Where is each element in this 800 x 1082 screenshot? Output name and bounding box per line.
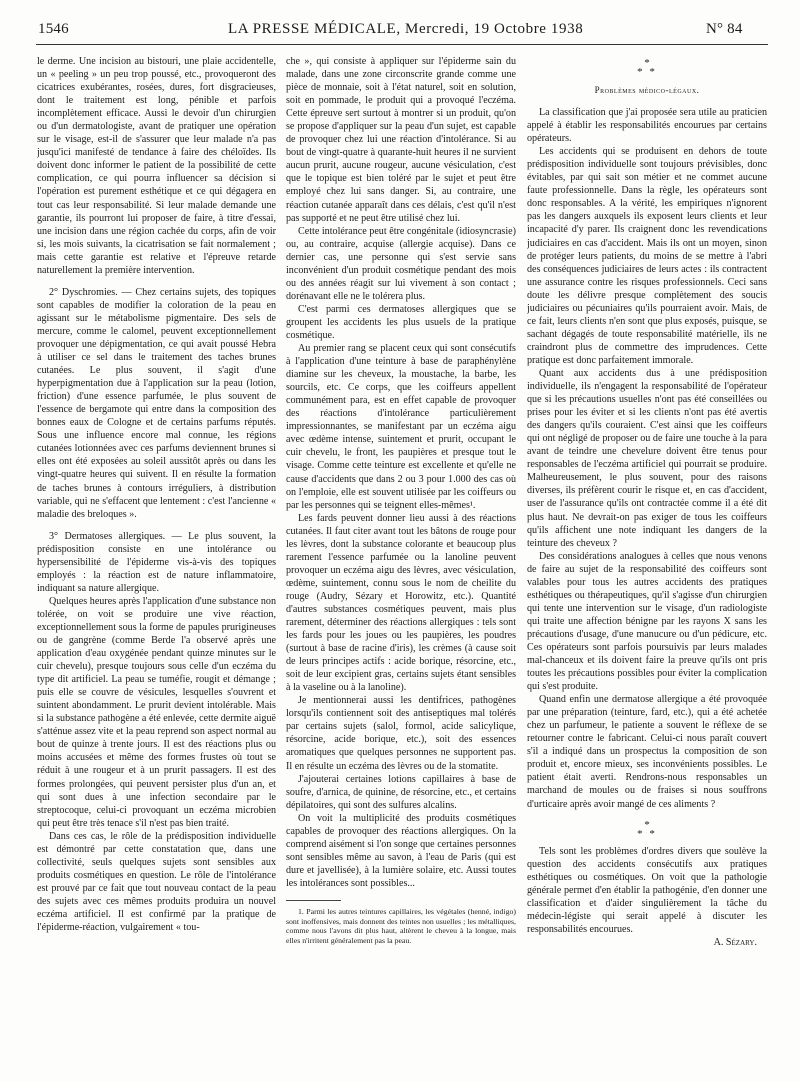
star-top: * <box>644 57 650 69</box>
paragraph: C'est parmi ces dermatoses allergiques que se groupent les accidents les plus usuels de la pratique cosmétique. <box>286 303 516 341</box>
paragraph: La classification que j'ai proposée sera utile au praticien appelé à établir les responsabilités encourues par certains opérateurs. <box>527 107 767 145</box>
paragraph: On voit la multiplicité des produits cosmétiques capables de provoquer des réactions allergiques. On la comprend aisément si l'on songe que certaines personnes sont sensibles même au savon, à l'eau de Paris (qui est dure et javellisée), à la lumière solaire, etc. Aussi toutes les intolérances sont possibles... <box>286 812 516 889</box>
paragraph-dyschromies: 2° Dyschromies. — Chez certains sujets, des topiques sont capables de modifier la coloration de la peau en agissant sur le métabolisme pigmentaire. Des sels de mercure, comme le calomel, peuvent exceptionnellement provoquer une dépigmentation, ce qui avait poussé Hebra à utiliser ce sel dans le traitement des taches brunes cutanées. Le plus souvent, il s'agit d'une hyperpigmentation due à l'application sur la peau (lotion, friction) d'une essence parfumée, le plus souvent de l'essence de bergamote qui entre dans la composition des bonnes eaux de Cologne et de certains parfums réputés. Sous une influence encore mal connue, les régions cutanées lotionnées avec ces parfums deviennent brunes si elles ont été exposées au soleil aussitôt après ou dans les vingt-quatre heures qui suivent. Il en résulte la formation de taches brunes à contours irréguliers, à distribution variable, qui ne s'effacent que lentement : c'est l'ancienne « maladie des breloques ». <box>37 286 276 520</box>
paragraph: Dans ces cas, le rôle de la prédisposition individuelle est démontré par cette constatation que, dans une collectivité, seuls quelques sujets sont sensibles aux produits cosmétiques en question. Le rôle de l'intolérance est prouvé par ce fait que tout nouveau contact de la peau des sujets avec ces mêmes produits produira un nouvel eczéma artificiel. Il est confirmé par la pratique de l'épiderme-réaction, vulgairement « tou- <box>37 830 276 934</box>
star-bottom: * * <box>637 827 657 840</box>
header-rule <box>36 44 768 45</box>
paragraph: Je mentionnerai aussi les dentifrices, pathogènes lorsqu'ils contiennent soit des antiseptiques mal tolérés par certains sujets (salol, formol, acide salicylique, résorcine, acide borique, etc.), soit des essences aromatiques que quelques personnes ne supportent pas. Il en résulte un eczéma des lèvres ou de la stomatite. <box>286 695 516 772</box>
column-1 <box>37 55 276 1064</box>
star-bottom: * * <box>637 66 657 78</box>
star-top: * <box>644 818 650 831</box>
paragraph: Quelques heures après l'application d'une substance non tolérée, on voit se produire une vive réaction, exceptionnellement sous la forme de papules prurigineuses ou de gangrène (comme Berde l'a observé après une application d'eau oxygénée pendant quinze minutes sur le cuir chevelu), presque toujours sous celle d'un eczéma du type dit artificiel. La peau se tuméfie, rougit et démange ; puis elle se couvre de vésicules, lesquelles s'ouvrent et suintent abondamment. Le prurit devient intolérable. Mais si la substance pathogène a été enlevée, cette dermite aiguë s'atténue assez vite et la peau reprend son aspect normal au bout de quinze à trente jours. Il est des réactions plus ou moins accusées et même des formes frustes où tout se réduit à une rougeur et à un prurit passagers. Il est des formes prolongées, qui peuvent persister plus d'un an, et qui sont dues à une infection secondaire par le streptocoque, celui-ci provoquant un eczéma microbien qui peut être très tenace s'il n'est pas bien traité. <box>37 595 276 829</box>
footnote: 1. Parmi les autres teintures capillaires, les végétales (henné, indigo) sont inoffensives, mais donnent des teintes non usuelles ; les métalliques, comme nous l'avons dit plus haut, altèrent le cheveu à la longue, mais elles n'irritent généralement pas la peau. <box>286 907 516 945</box>
paragraph: Au premier rang se placent ceux qui sont consécutifs à l'application d'une teinture à base de paraphénylène diamine sur les cheveux, la moustache, la barbe, les sourcils, etc. Ce corps, que les coiffeurs appellent communément para, est en effet capable de provoquer des réactions d'intolérance particulièrement impressionnantes, se manifestant par un eczéma aigu avec œdème intense, suintement et prurit, occupant le cuir chevelu, le front, les paupières et presque tout le visage. Comme cette teinture est excellente et qu'elle ne cause d'accidents que dans 2 ou 3 pour 1.000 des cas où on l'emploie, elle est souvent utilisée par les coiffeurs ou par les personnes qui se teignent elles-mêmes¹. <box>286 343 516 511</box>
paragraph: che », qui consiste à appliquer sur l'épiderme sain du malade, dans une zone circonscrite grande comme une pièce de monnaie, soit à l'état naturel, soit en solution, soit en pommade, le produit qui a provoqué l'eczéma. Cette épreuve sert surtout à montrer si un produit, qu'on se propose d'appliquer sur la peau d'un sujet, est capable de provoquer chez lui une réaction d'intolérance. Si au bout de vingt-quatre à quarante-huit heures il ne survient aucun prurit, aucune rougeur, aucune vésiculation, c'est que le topique est bien toléré par le sujet et peut être employé chez lui sans danger. Si, au contraire, une réaction cutanée apparaît dans ces délais, c'est qu'il n'est pas supporté et ne peut être utilisé chez lui. <box>286 56 516 224</box>
paragraph: Quant aux accidents dus à une prédisposition individuelle, ils n'engagent la responsabilité de l'opérateur que si les précautions usuelles n'ont pas été conseillées ou prises pour les éviter et si les clients n'ont pas été avertis des dangers qu'ils couraient. C'est ainsi que les coiffeurs qui ont négligé de proposer ou de faire une touche à la para avant de teindre une chevelure doivent être tenus pour responsables de l'eczéma artificiel qui pourrait se produire. Malheureusement, le plus souvent, pour des raisons diverses, ils préfèrent courir le risque et, en cas d'accident, user de l'assurance qu'ils ont contractée comme il a été dit plus haut. Ne devrait-on pas exiger de tous les coiffeurs qu'ils affichent une note indiquant les dangers de la teinture des cheveux ? <box>527 367 767 549</box>
paragraph: Cette intolérance peut être congénitale (idiosyncrasie) ou, au contraire, acquise (allergie acquise). Dans ce dernier cas, une personne qui s'est servie sans inconvénient d'un produit cosmétique pendant des mois ou des années réagit sur lui vivement à son contact ; dorénavant elle ne le tolérera plus. <box>286 225 516 302</box>
section-title: Problèmes médico-légaux. <box>594 85 700 95</box>
column-3 <box>527 55 767 1064</box>
section-stars <box>527 818 767 840</box>
footnote-rule <box>286 900 341 901</box>
issue-number: N° 84 <box>706 21 743 37</box>
paragraph: Quand enfin une dermatose allergique a été provoquée par une préparation (teinture, fard, etc.), qui a été achetée chez un parfumeur, le patiente a souvent le réflexe de se retourner contre le fabricant. Celui-ci nous paraît couvert s'il a indiqué dans un prospectus la composition de son produit et, encore mieux, ses inconvénients possibles. Le patient était averti. Rendrons-nous responsables un marchand de moules ou de fraises si nous souffrons d'urticaire après avoir mangé de ces aliments ? <box>527 694 767 810</box>
conclusion-paragraph: Tels sont les problèmes d'ordres divers que soulève la question des accidents consécutifs aux pratiques esthétiques ou cosmétiques. On voit que la pathologie générale permet d'en établir la pathogénie, d'en donner une classification et d'aider singulièrement la tâche du médecin-légiste qui serait appelé à discuter les responsabilités encourues. <box>527 845 767 935</box>
paragraph: Des considérations analogues à celles que nous venons de faire au sujet de la responsabilité des coiffeurs sont valables pour tous les autres accidents des pratiques esthétiques ou thérapeutiques, qu'il s'agisse d'un chirurgien qui tente une intervention sur le visage, d'un radiologiste qui traite une affection bénigne par les rayons X sans les précautions d'usage, d'une manucure ou d'un pédicure, etc. Ces opérateurs sont parfois poursuivis par leurs malades mal-chanceux et ils doivent faire la preuve qu'ils ont pris toutes les précautions possibles pour éviter la complication qui s'est produite. <box>527 550 767 693</box>
paragraph: J'ajouterai certaines lotions capillaires à base de soufre, d'arnica, de quinine, de résorcine, etc., et certains dépilatoires, qui sont des sulfures alcalins. <box>286 773 516 811</box>
journal-title: LA PRESSE MÉDICALE, Mercredi, 19 Octobre 1938 <box>228 21 584 37</box>
column-2 <box>286 55 516 1064</box>
page-number: 1546 <box>38 21 69 37</box>
section-stars <box>527 59 767 77</box>
paragraph: Les accidents qui se produisent en dehors de toute prédisposition individuelle sont toujours prévisibles, donc évitables, par qui sait son métier et ne commet aucune faute professionnelle. Dans la règle, les opérateurs sont donc responsables. A la vérité, les empiriques n'ignorent pas les dangers auxquels ils exposent leurs clients et leur incapacité d'y parer. Ils craignent donc les revendications judiciaires en cas d'accident. Mais ils ont un moyen, sinon de protéger leurs patients, du moins de se mettre à l'abri des conséquences judiciaires de leurs actes : ils contractent une assurance contre les risques professionnels. Ceci sans doute les délivre presque complètement des soucis judiciaires ou pécuniaires qu'ils pourraient avoir. Mais, de ce fait, leurs clients n'en sont que plus exposés, puisque, se sachant dégagés de toute responsabilité matérielle, ils ne craindront plus de commettre des imprudences. Cette pratique est donc parfaitement immorale. <box>527 146 767 366</box>
author-signature: A. Sézary. <box>713 936 757 948</box>
paragraph: Les fards peuvent donner lieu aussi à des réactions cutanées. Il faut citer avant tout les bâtons de rouge pour les lèvres, dont la substance colorante et beaucoup plus rarement l'essence parfumée ou la lanoline peuvent provoquer un eczéma aigu des lèvres, avec vésiculation, œdème, suintement, connu sous le nom de cheilite du rouge (Audry, Sézary et Horowitz, etc.). Quantité d'autres substances cosmétiques peuvent, mais plus rarement, déterminer des réactions allergiques : tels sont les fards pour les joues ou les paupières, les poudres (surtout à base de racine d'iris), les crèmes (à cause soit de leurs principes actifs : acide borique, résorcine, etc., soit de leur excipient gras, certains sujets étant sensibles à la vaseline ou à la lanoline). <box>286 512 516 694</box>
paragraph: le derme. Une incision au bistouri, une plaie accidentelle, un « peeling » un peu trop poussé, etc., provoqueront des cicatrices exubérantes, rosées, dures, fort disgracieuses, dont le traitement est long, pénible et parfois incomplètement efficace. Aussi le devoir d'un chirurgien ou d'un dermatologiste, avant de pratiquer une opération sur le visage, est-il de s'assurer que leur malade n'a pas jusqu'ici manifesté de tendance à faire des chéloïdes. Ils doivent donc informer le patient de la possibilité de cette complication, ce qui pourra influencer sa décision si l'opération est purement esthétique et ce qui dégagera en tout cas leur responsabilité. Si leur malade demande une garantie, ils pourront lui proposer de faire, à titre d'essai, une incision dans une région cachée du corps, afin de voir si, les mois suivants, la cicatrisation se fait normalement ; mais cette garantie est relative et l'épreuve retarde naturellement la première intervention. <box>37 56 276 276</box>
paragraph-dermatoses-allergiques: 3° Dermatoses allergiques. — Le plus souvent, la prédisposition consiste en une intolérance ou hypersensibilité de l'épiderme vis-à-vis des topiques employés : la réaction est de nature inflammatoire, indiquant sa nature allergique. <box>37 530 276 594</box>
